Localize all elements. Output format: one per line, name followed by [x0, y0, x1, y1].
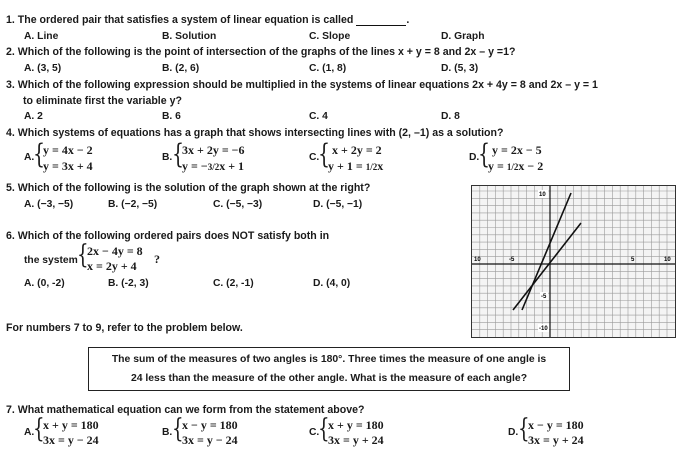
q6-eq-1: 2x − 4y = 8: [87, 244, 143, 258]
q7-c-eq-2: 3x = y + 24: [328, 433, 384, 447]
refer-instruction: For numbers 7 to 9, refer to the problem below.: [6, 322, 243, 334]
q5-option-d: D. (−5, −1): [313, 199, 363, 210]
question-3-line-2: to eliminate first the variable y?: [23, 95, 182, 107]
brace-icon: {: [478, 139, 491, 170]
word-problem-box: [88, 347, 570, 391]
brace-icon: {: [33, 414, 45, 444]
tick-label-left-inner: -5: [509, 257, 515, 263]
q3-option-a: A. 2: [24, 111, 43, 122]
q5-option-c: C. (−5, −3): [213, 199, 263, 210]
q3-option-b: B. 6: [162, 111, 181, 122]
q3-option-c: C. 4: [309, 111, 328, 122]
brace-icon: {: [77, 240, 89, 270]
tick-label-bottom: -10: [539, 326, 548, 332]
q3-option-d: D. 8: [441, 111, 460, 122]
q4-a-eq-1: y = 4x − 2: [43, 143, 93, 157]
tick-label-right: 10: [664, 257, 671, 263]
q7-option-c-label: C.: [309, 427, 320, 438]
question-1-end: .: [406, 14, 410, 26]
q6-eq-2: x = 2y + 4: [87, 259, 137, 273]
q6-option-a: A. (0, -2): [24, 278, 65, 289]
q1-option-a: A. Line: [24, 31, 59, 42]
question-7: 7. What mathematical equation can we form from the statement above?: [6, 404, 365, 416]
q2-option-d: D. (5, 3): [441, 63, 479, 74]
brace-icon: {: [172, 139, 185, 170]
q4-option-c-label: C.: [309, 152, 320, 163]
q4-c-eq-2-left: y + 1 =: [328, 159, 366, 173]
q4-b-eq-2: [182, 160, 244, 172]
q1-option-b: B. Solution: [162, 31, 217, 42]
q4-c-fraction: 1/2: [365, 162, 378, 172]
q4-b-eq-1: 3x + 2y = −6: [182, 143, 245, 157]
q7-c-eq-1: x + y = 180: [328, 418, 384, 432]
q4-b-fraction: 3/2: [207, 162, 220, 172]
word-problem-line-1: The sum of the measures of two angles is 180°. Three times the measure of one angle is: [111, 354, 547, 365]
q1-option-d: D. Graph: [441, 31, 485, 42]
q4-d-eq-1: y = 2x − 5: [492, 143, 542, 157]
tick-label-left: 10: [474, 257, 481, 263]
q6-option-d: D. (4, 0): [313, 278, 351, 289]
tick-label-right-inner: 5: [631, 257, 635, 263]
q4-option-d-label: D.: [469, 152, 480, 163]
q7-d-eq-1: x − y = 180: [528, 418, 584, 432]
coordinate-graph: [471, 185, 676, 338]
q6-system-label: the system: [24, 255, 78, 266]
answer-blank: [356, 17, 406, 26]
q5-option-b: B. (−2, −5): [108, 199, 158, 210]
q6-option-b: B. (-2, 3): [108, 278, 149, 289]
q4-c-eq-2-right: x: [377, 159, 384, 173]
q7-option-a-label: A.: [24, 427, 35, 438]
brace-icon: {: [518, 414, 530, 444]
q6-option-c: C. (2, -1): [213, 278, 254, 289]
q5-option-a: A. (−3, −5): [24, 199, 74, 210]
question-2: 2. Which of the following is the point of intersection of the graphs of the lines x + y = 8 and 2x – y =1?: [6, 46, 516, 58]
tick-label-bottom-inner: -5: [541, 294, 547, 300]
q7-b-eq-2: 3x = y − 24: [182, 433, 238, 447]
q2-option-a: A. (3, 5): [24, 63, 62, 74]
q7-a-eq-1: x + y = 180: [43, 418, 99, 432]
q7-option-b-label: B.: [162, 427, 173, 438]
q2-option-b: B. (2, 6): [162, 63, 200, 74]
question-6: 6. Which of the following ordered pairs does NOT satisfy both in: [6, 230, 330, 242]
q4-c-eq-1: x + 2y = 2: [332, 143, 382, 157]
q4-a-eq-2: y = 3x + 4: [43, 159, 93, 173]
q1-option-c: C. Slope: [309, 31, 351, 42]
q7-a-eq-2: 3x = y − 24: [43, 433, 99, 447]
q7-d-eq-2: 3x = y + 24: [528, 433, 584, 447]
q4-c-eq-2: [328, 160, 383, 172]
q4-b-eq-2-left: y = −: [182, 159, 208, 173]
q4-d-eq-2: [488, 160, 543, 172]
question-1: [6, 15, 409, 26]
question-1-text: 1. The ordered pair that satisfies a system of linear equation is called: [6, 14, 354, 26]
question-3-line-1: 3. Which of the following expression should be multiplied in the systems of linear equations 2x + 4y = 8 and 2x – y = 1: [6, 79, 598, 91]
brace-icon: {: [318, 414, 330, 444]
q4-d-eq-2-left: y =: [488, 159, 507, 173]
brace-icon: {: [33, 139, 46, 170]
tick-label-top: 10: [539, 192, 546, 198]
question-4: 4. Which systems of equations has a graph that shows intersecting lines with (2, –1) as a solution?: [6, 127, 504, 139]
q6-question-mark: ?: [154, 252, 160, 266]
q2-option-c: C. (1, 8): [309, 63, 347, 74]
q4-option-b-label: B.: [162, 152, 173, 163]
q4-option-a-label: A.: [24, 152, 35, 163]
q4-d-eq-2-right: x − 2: [518, 159, 544, 173]
word-problem-line-2: 24 less than the measure of the other angle. What is the measure of each angle?: [130, 373, 528, 384]
q7-b-eq-1: x − y = 180: [182, 418, 238, 432]
question-5: 5. Which of the following is the solution of the graph shown at the right?: [6, 182, 371, 194]
brace-icon: {: [318, 139, 331, 170]
brace-icon: {: [172, 414, 184, 444]
q7-option-d-label: D.: [508, 427, 519, 438]
q4-d-fraction: 1/2: [506, 162, 519, 172]
q4-b-eq-2-right: x + 1: [219, 159, 245, 173]
